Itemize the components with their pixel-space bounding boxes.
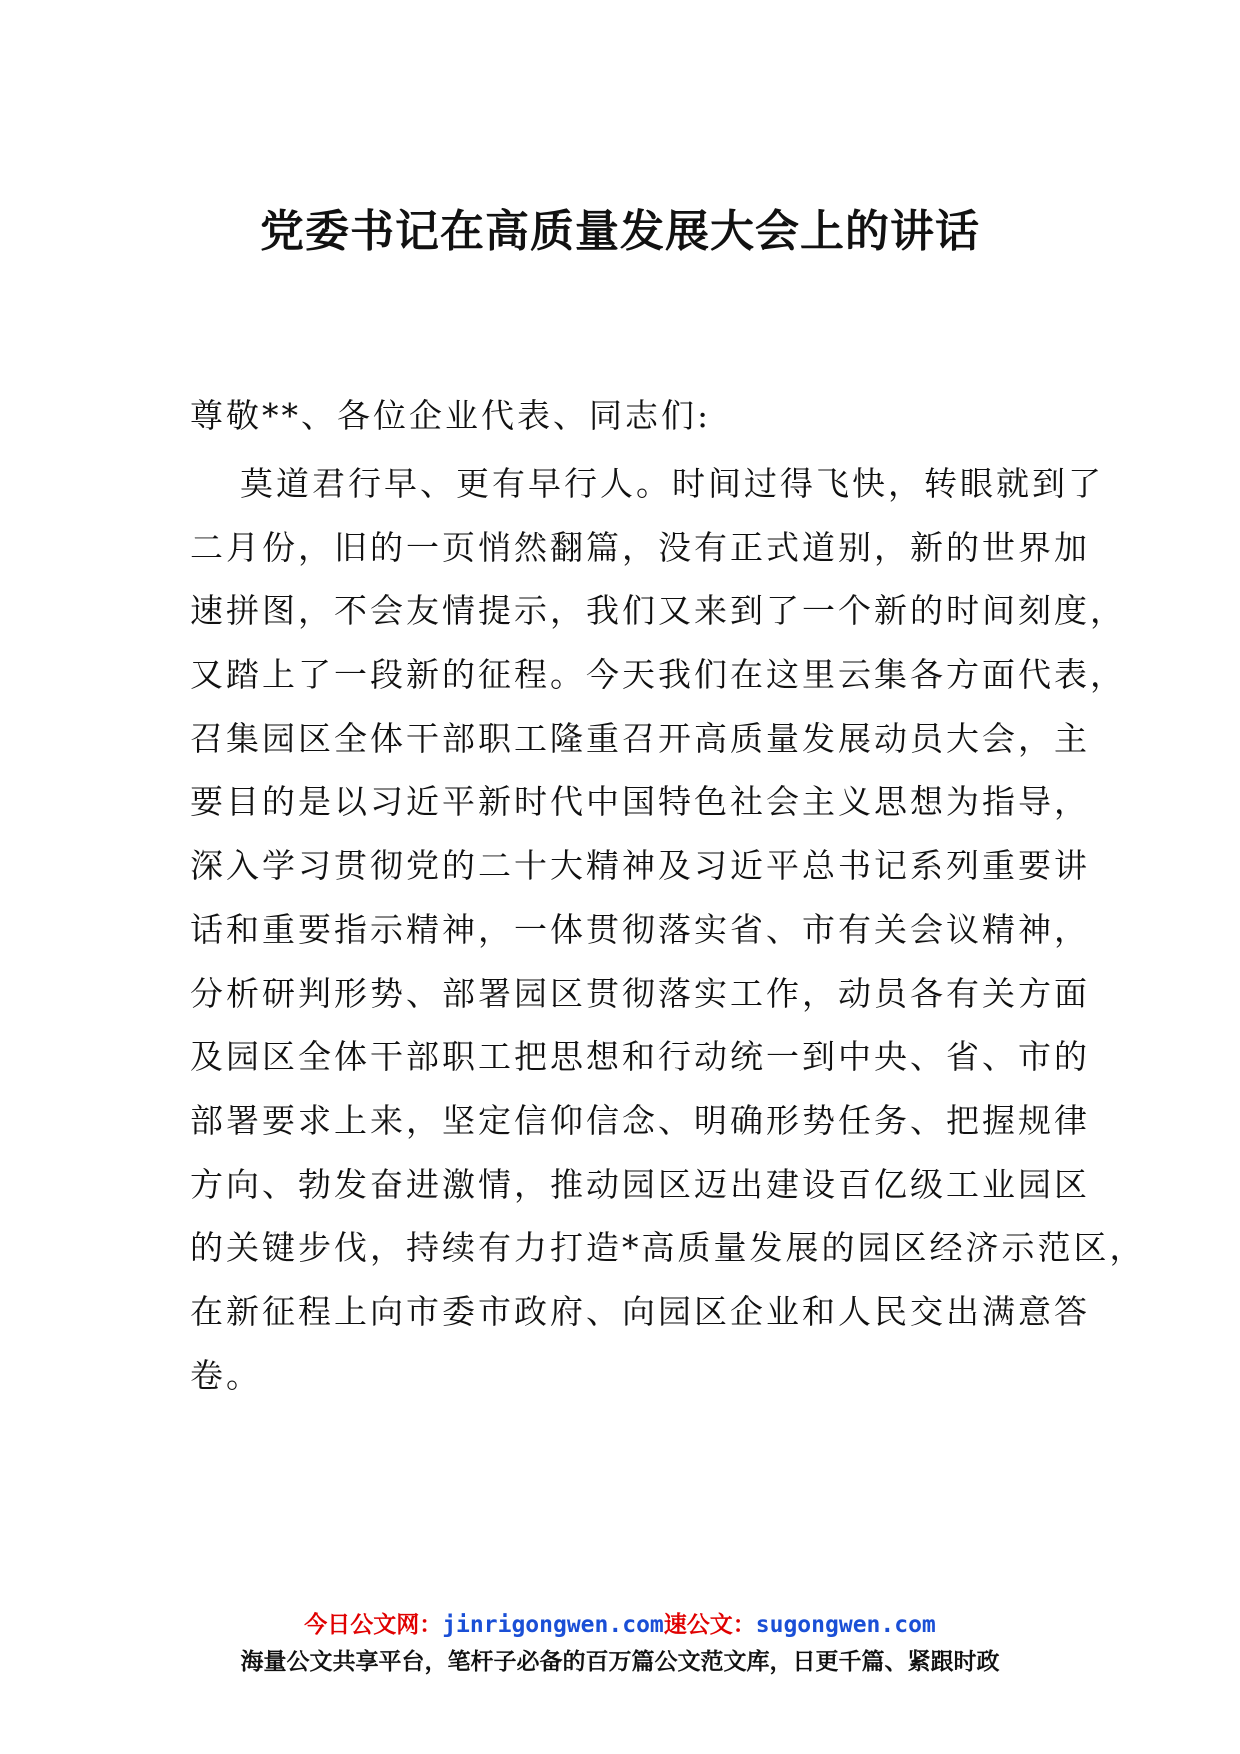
body-line: 话和重要指示精神，一体贯彻落实省、市有关会议精神， (190, 909, 1090, 949)
body-line: 二月份，旧的一页悄然翻篇，没有正式道别，新的世界加 (190, 527, 1090, 567)
body-line: 莫道君行早、更有早行人。时间过得飞快，转眼就到了 (240, 464, 1104, 503)
footer-tagline: 海量公文共享平台，笔杆子必备的百万篇公文范文库，日更千篇、紧跟时政 (240, 1649, 1000, 1675)
body-line: 速拼图，不会友情提示，我们又来到了一个新的时间刻度， (190, 591, 1126, 631)
body-line: 部署要求上来，坚定信仰信念、明确形势任务、把握规律 (190, 1100, 1090, 1140)
body-line: 又踏上了一段新的征程。今天我们在这里云集各方面代表， (190, 655, 1126, 695)
salutation: 尊敬**、各位企业代表、同志们: (190, 396, 712, 435)
footer-links (0, 1608, 1240, 1642)
body-line: 在新征程上向市委市政府、向园区企业和人民交出满意答 (190, 1291, 1090, 1331)
footer-watermark (0, 1608, 1240, 1680)
document-title: 党委书记在高质量发展大会上的讲话 (260, 206, 980, 257)
body-line: 召集园区全体干部职工隆重召开高质量发展动员大会，主 (190, 718, 1090, 758)
body-line: 卷。 (190, 1355, 262, 1395)
body-line: 要目的是以习近平新时代中国特色社会主义思想为指导， (190, 782, 1090, 822)
body-line: 方向、勃发奋进激情，推动园区迈出建设百亿级工业园区 (190, 1164, 1090, 1204)
site1-label: 今日公文网： (304, 1612, 443, 1638)
site2-link[interactable]: sugongwen.com (755, 1612, 936, 1638)
body-line: 分析研判形势、部署园区贯彻落实工作，动员各有关方面 (190, 973, 1090, 1013)
body-line: 深入学习贯彻党的二十大精神及习近平总书记系列重要讲 (190, 846, 1090, 886)
site1-link[interactable]: jinrigongwen.com (442, 1612, 664, 1638)
body-line: 的关键步伐，持续有力打造*高质量发展的园区经济示范区， (190, 1228, 1146, 1268)
site2-label: 速公文： (663, 1612, 756, 1638)
body-line: 及园区全体干部职工把思想和行动统一到中央、省、市的 (190, 1037, 1090, 1077)
body-paragraph (190, 452, 1146, 1407)
